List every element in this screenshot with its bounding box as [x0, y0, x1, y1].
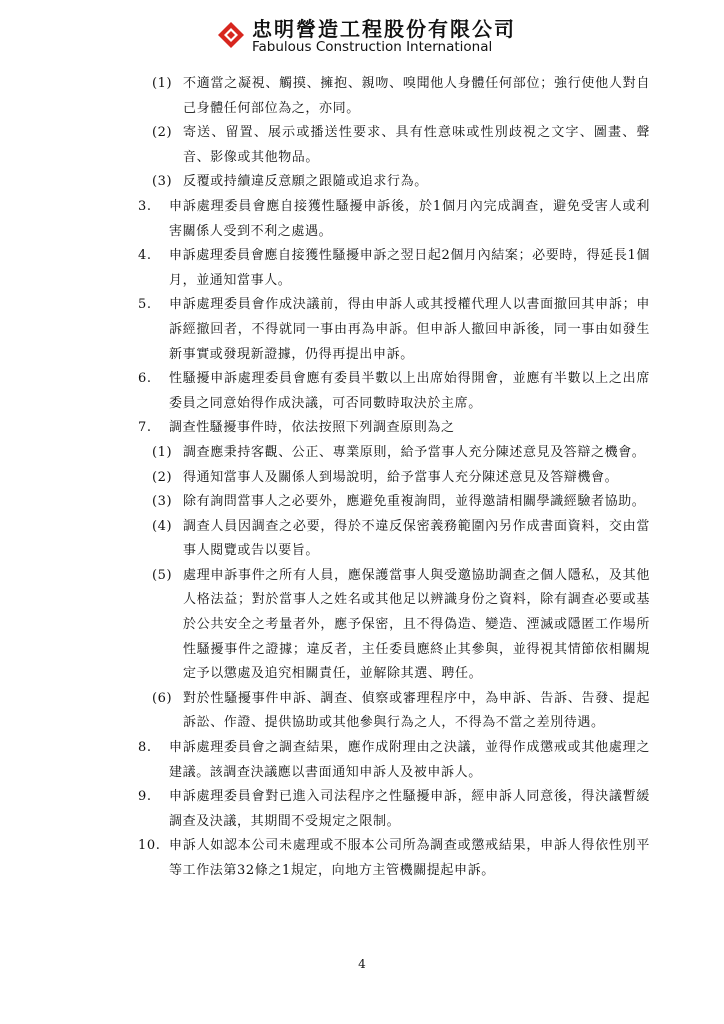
item-text: 調查應秉持客觀、公正、專業原則，給予當事人充分陳述意見及答辯之機會。: [183, 444, 646, 460]
sub-clause-item: [0, 170, 650, 195]
item-number: (3): [152, 494, 173, 510]
item-number: (5): [152, 567, 173, 583]
item-number: 8.: [138, 740, 152, 756]
sub-clause-item: [0, 564, 650, 687]
item-text: 申訴處理委員會對已進入司法程序之性騷擾申訴，經申訴人同意後，得決議暫緩調查及決議，其期間不受規定之限制。: [169, 789, 650, 829]
item-text: 申訴處理委員會應自接獲性騷擾申訴之翌日起2個月內結案；必要時，得延長1個月，並通知當事人。: [169, 248, 650, 288]
item-text: 調查性騷擾事件時，依法按照下列調查原則為之: [169, 420, 455, 436]
item-text: 性騷擾申訴處理委員會應有委員半數以上出席始得開會，並應有半數以上之出席委員之同意始得作成決議，可否同數時取決於主席。: [169, 371, 650, 411]
sub-clause-item: [0, 490, 650, 515]
company-logo-icon: [218, 22, 244, 48]
clause-item: [0, 834, 650, 883]
clause-item: [0, 195, 650, 244]
item-text: 申訴處理委員會應自接獲性騷擾申訴後，於1個月內完成調查，避免受害人或利害關係人受到不利之處遇。: [169, 198, 650, 239]
sub-clause-item: [0, 121, 650, 170]
item-number: 10.: [138, 838, 161, 854]
item-number: (2): [152, 125, 173, 141]
page-header: [0, 10, 724, 60]
document-body: [0, 72, 724, 884]
item-text: 申訴處理委員會作成決議前，得由申訴人或其授權代理人以書面撤回其申訴；申訴經撤回者，不得就同一事由再為申訴。但申訴人撤回申訴後，同一事由如發生新事實或發現新證據，仍得再提出申訴。: [169, 297, 650, 362]
item-text: 不適當之凝視、觸摸、擁抱、親吻、嗅聞他人身體任何部位；強行使他人對自己身體任何部位為之，亦同。: [183, 76, 650, 116]
sub-clause-item: [0, 441, 650, 466]
clause-item: [0, 736, 650, 785]
item-number: (3): [152, 174, 173, 190]
company-name-en: Fabulous Construction International: [252, 39, 493, 55]
clause-item: [0, 244, 650, 293]
clause-item: [0, 367, 650, 416]
item-number: 7.: [138, 420, 152, 436]
item-text: 處理申訴事件之所有人員，應保護當事人與受邀協助調查之個人隱私，及其他人格法益；對於當事人之姓名或其他足以辨識身份之資料，除有調查必要或基於公共安全之考量者外，應予保密，且不得偽造、變造、湮滅或隱匿工作場所性騷擾事件之證據；違反者，主任委員應終止其參與，並得視其情節依相關規定予以懲處及追究相關責任，並解除其選、聘任。: [183, 567, 650, 682]
item-number: (2): [152, 469, 173, 485]
clause-item: [0, 293, 650, 367]
item-number: (1): [152, 444, 173, 460]
item-number: 9.: [138, 789, 152, 805]
sub-clause-item: [0, 687, 650, 736]
item-number: 4.: [138, 248, 152, 264]
item-number: (6): [152, 690, 173, 706]
sub-clause-item: [0, 466, 650, 491]
item-text: 反覆或持續違反意願之跟隨或追求行為。: [183, 174, 428, 190]
clause-item: [0, 785, 650, 834]
item-number: 5.: [138, 297, 152, 313]
item-number: 6.: [138, 371, 152, 387]
item-number: 3.: [138, 198, 152, 214]
item-text: 得通知當事人及關係人到場說明，給予當事人充分陳述意見及答辯機會。: [183, 469, 619, 485]
item-text: 申訴人如認本公司未處理或不服本公司所為調查或懲戒結果，申訴人得依性別平等工作法第32條之1規定，向地方主管機關提起申訴。: [169, 838, 650, 878]
item-text: 調查人員因調查之必要，得於不違反保密義務範圍內另作成書面資料，交由當事人閱覽或告以要旨。: [183, 518, 650, 559]
item-number: (1): [152, 76, 173, 91]
item-text: 除有詢問當事人之必要外，應避免重複詢問，並得邀請相關學識經驗者協助。: [183, 494, 646, 510]
page-number: 4: [358, 957, 366, 971]
clause-item: [0, 416, 650, 441]
company-name-zh: 忠明營造工程股份有限公司: [252, 17, 516, 41]
sub-clause-item: [0, 515, 650, 564]
item-text: 寄送、留置、展示或播送性要求、具有性意味或性別歧視之文字、圖畫、聲音、影像或其他物品。: [183, 125, 650, 165]
sub-clause-item: [0, 72, 650, 121]
item-text: 對於性騷擾事件申訴、調查、偵察或審理程序中，為申訴、告訴、告發、提起訴訟、作證、提供協助或其他參與行為之人，不得為不當之差別待遇。: [183, 690, 650, 731]
item-text: 申訴處理委員會之調查結果，應作成附理由之決議，並得作成懲戒或其他處理之建議。該調查決議應以書面通知申訴人及被申訴人。: [169, 740, 650, 780]
item-number: (4): [152, 518, 173, 534]
